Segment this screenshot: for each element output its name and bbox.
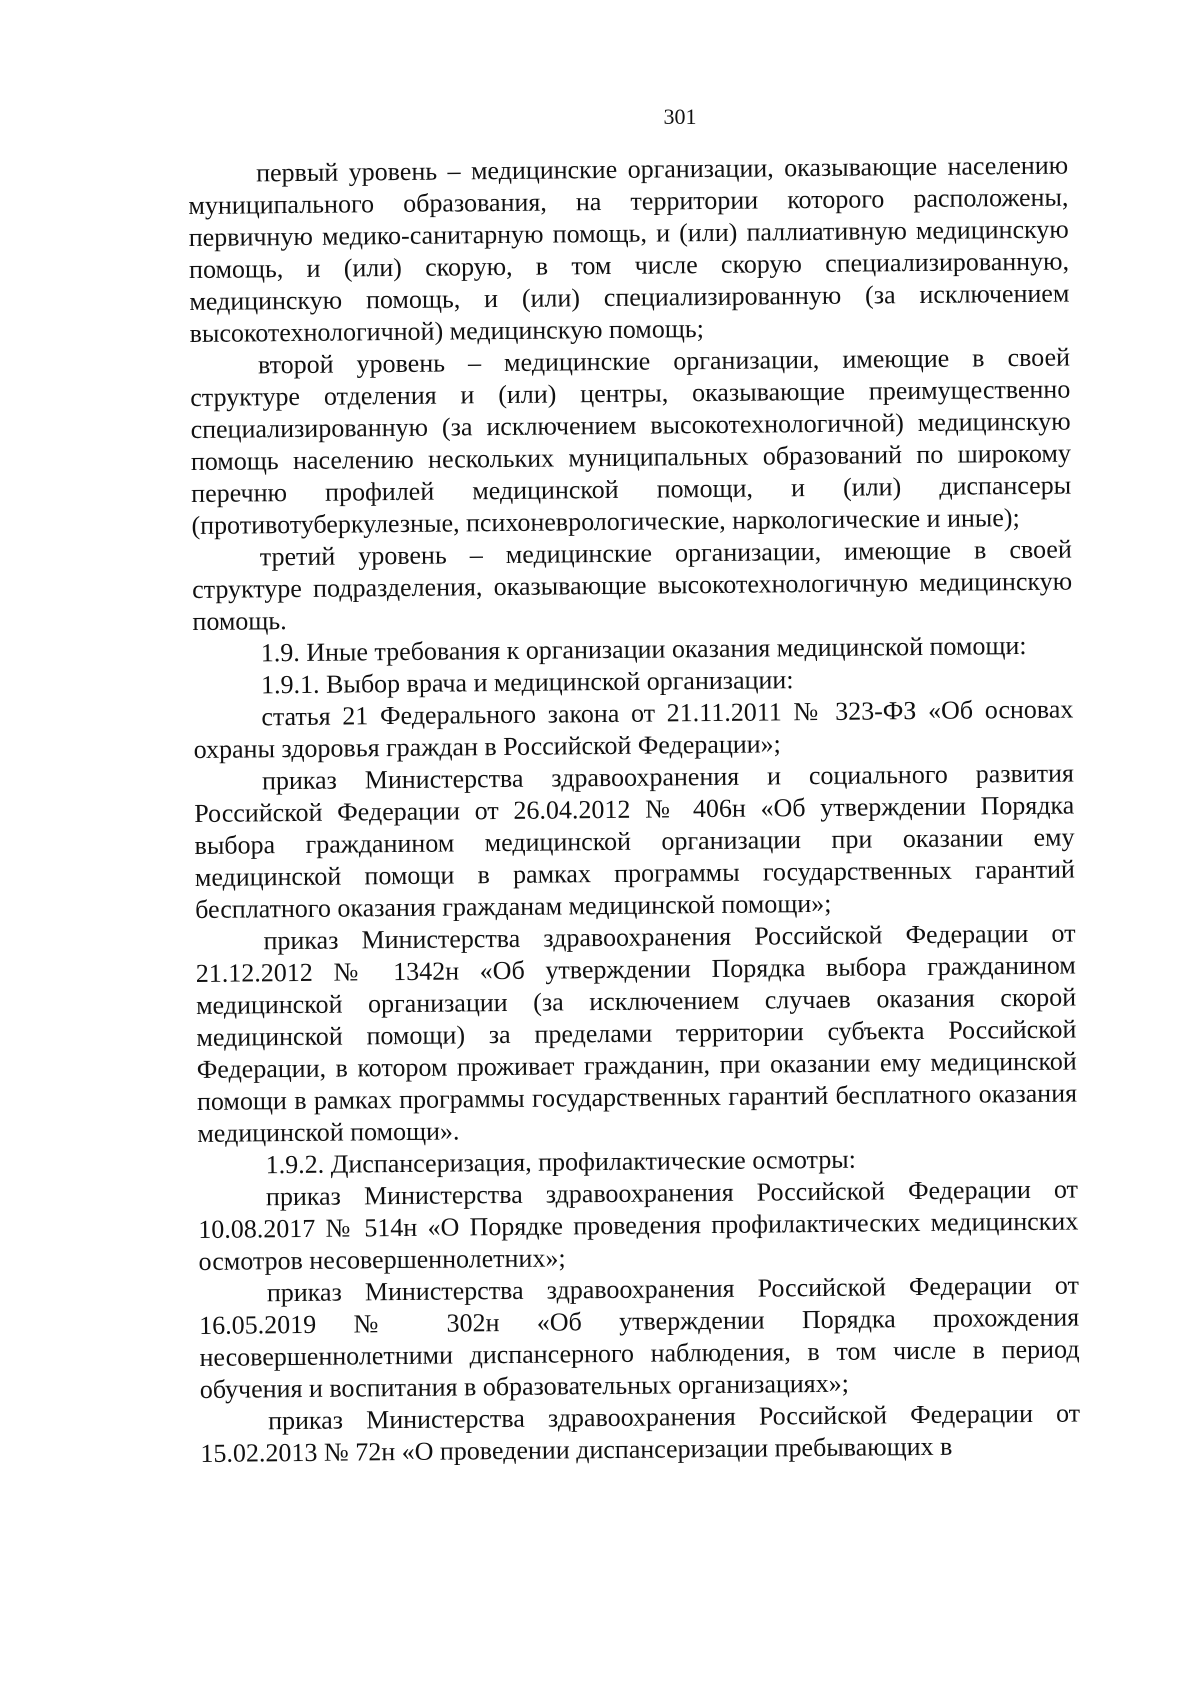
paragraph-level-one: первый уровень – медицинские организации, оказывающие населению муниципального образования, на территории которого расположены, первичную медико-санитарную помощь, и (или) паллиативную медицинскую помощь, и (или) скорую, в том числе скорую специализированную, медицинскую помощь, и (или) специализированную (за исключением высокотехнологичной) медицинскую помощь; — [188, 150, 1070, 348]
section-heading-1-9-1: 1.9.1. Выбор врача и медицинской организации: — [260, 665, 794, 700]
paragraph-order-302n: приказ Министерства здравоохранения Российской Федерации от 16.05.2019 № 302н «Об утверждении Порядка прохождения несовершеннолетними диспансерного наблюдения, в том числе в период обучения и воспитания в образовательных организациях»; — [199, 1270, 1080, 1404]
paragraph-order-514n: приказ Министерства здравоохранения Российской Федерации от 10.08.2017 № 514н «О Порядке проведения профилактических медицинских осмотров несовершеннолетних»; — [198, 1174, 1079, 1276]
paragraph-order-72n: приказ Министерства здравоохранения Российской Федерации от 15.02.2013 № 72н «О проведении диспансеризации пребывающих в — [200, 1398, 1081, 1468]
document-body — [188, 150, 1081, 1470]
paragraph-order-406n: приказ Министерства здравоохранения и социального развития Российской Федерации от 26.04.2012 № 406н «Об утверждении Порядка выбора гражданином медицинской организации при оказании ему медицинской помощи в рамках программы государственных гарантий бесплатного оказания гражданам медицинской помощи»; — [194, 758, 1076, 924]
paragraph-federal-law-article-21: статья 21 Федерального закона от 21.11.2011 № 323-ФЗ «Об основах охраны здоровья граждан в Российской Федерации»; — [193, 694, 1074, 764]
paragraph-level-two: второй уровень – медицинские организации, имеющие в своей структуре отделения и (или) центры, оказывающие преимущественно специализированную (за исключением высокотехнологичной) медицинскую помощь населению нескольких муниципальных образований по широкому перечню профилей медицинской помощи, и (или) диспансеры (противотуберкулезные, психоневрологические, наркологические и иные); — [190, 342, 1072, 540]
section-heading-1-9-2: 1.9.2. Диспансеризация, профилактические осмотры: — [265, 1144, 857, 1180]
section-heading-1-9: 1.9. Иные требования к организации оказания медицинской помощи: — [260, 630, 1027, 668]
paragraph-level-three: третий уровень – медицинские организации, имеющие в своей структуре подразделения, оказывающие высокотехнологичную медицинскую помощь. — [192, 534, 1073, 636]
page-number: 301 — [663, 104, 697, 129]
paragraph-order-1342n: приказ Министерства здравоохранения Российской Федерации от 21.12.2012 № 1342н «Об утверждении Порядка выбора гражданином медицинской организации (за исключением случаев оказания скорой медицинской помощи) за пределами территории субъекта Российской Федерации, в котором проживает гражданин, при оказании ему медицинской помощи в рамках программы государственных гарантий бесплатного оказания медицинской помощи». — [195, 918, 1078, 1148]
